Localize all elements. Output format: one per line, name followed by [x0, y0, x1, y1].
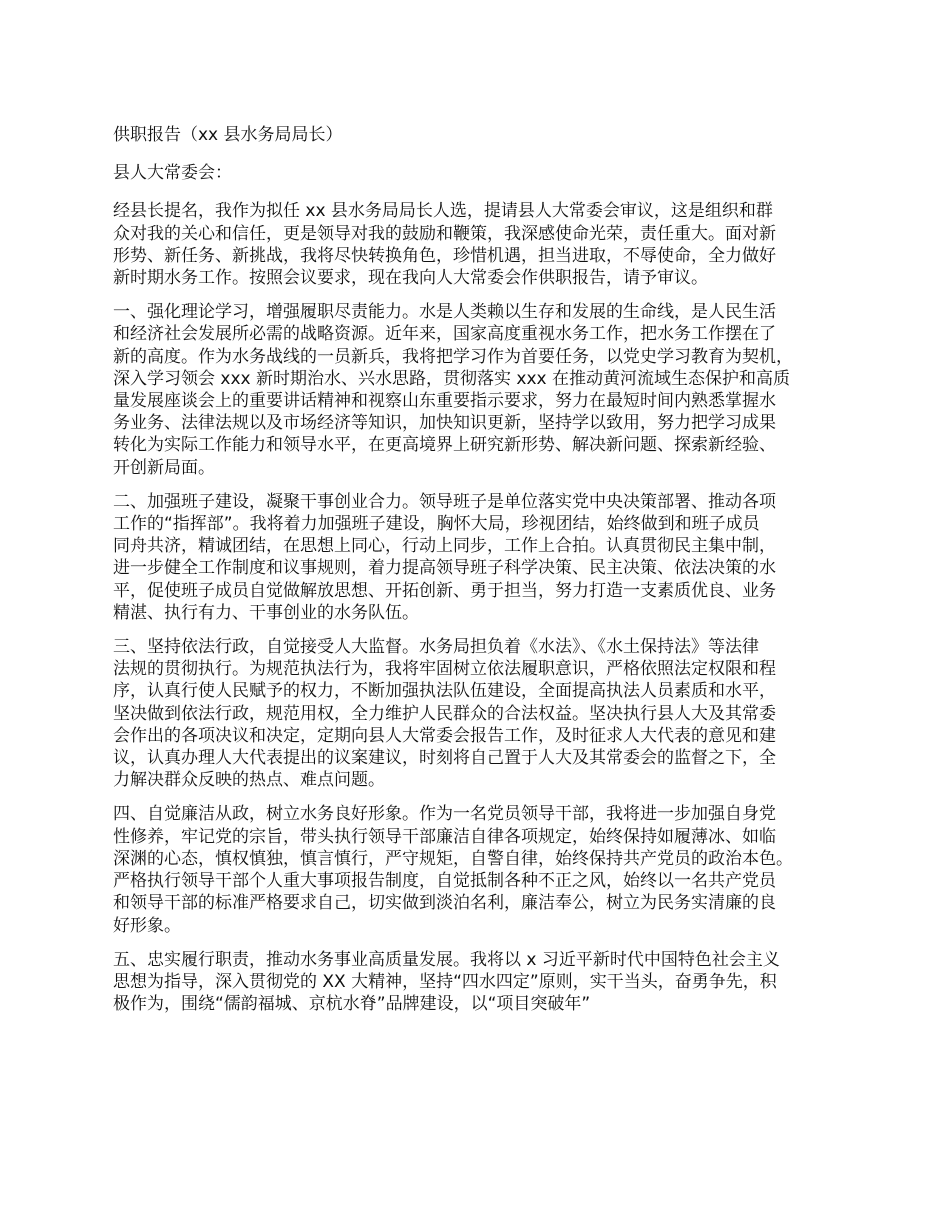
paragraph-line: 坚决做到依法行政，规范用权，全力维护人民群众的合法权益。坚决执行县人大及其常委 — [113, 703, 776, 724]
paragraph-line: 转化为实际工作能力和领导水平，在更高境界上研究新形势、解决新问题、探索新经验、 — [113, 435, 776, 456]
document-title: 供职报告（xx 县水务局局长） — [113, 125, 343, 145]
paragraph-line: 众对我的关心和信任，更是领导对我的鼓励和鞭策，我深感使命光荣，责任重大。面对新 — [113, 223, 776, 244]
paragraph-line: 好形象。 — [113, 915, 181, 936]
paragraph-line: 务业务、法律法规以及市场经济等知识，加快知识更新，坚持学以致用，努力把学习成果 — [113, 413, 776, 434]
paragraph-line: 经县长提名，我作为拟任 xx 县水务局局长人选，提请县人大常委会审议，这是组织和群 — [113, 201, 773, 222]
paragraph-line: 会作出的各项决议和决定，定期向县人大常委会报告工作，及时征求人大代表的意见和建 — [113, 725, 776, 746]
paragraph-section-1 — [113, 301, 853, 479]
paragraph-line: 形势、新任务、新挑战，我将尽快转换角色，珍惜机遇，担当进取，不辱使命，全力做好 — [113, 245, 776, 266]
paragraph-line: 工作的“指挥部”。我将着力加强班子建设，胸怀大局，珍视团结，始终做到和班子成员 — [113, 514, 760, 535]
paragraph-line: 和经济社会发展所必需的战略资源。近年来，国家高度重视水务工作，把水务工作摆在了 — [113, 324, 776, 345]
document-page — [113, 124, 853, 1027]
paragraph-line: 量发展座谈会上的重要讲话精神和视察山东重要指示要求，努力在最短时间内熟悉掌握水 — [113, 391, 776, 412]
paragraph-section-5 — [113, 949, 853, 1016]
paragraph-section-3 — [113, 636, 853, 791]
paragraph-section-2 — [113, 491, 853, 624]
paragraph-line: 二、加强班子建设，凝聚干事创业合力。领导班子是单位落实党中央决策部署、推动各项 — [113, 491, 776, 512]
paragraph-line: 新的高度。作为水务战线的一员新兵，我将把学习作为首要任务，以党史学习教育为契机， — [113, 346, 793, 367]
paragraph-line: 进一步健全工作制度和议事规则，着力提高领导班子科学决策、民主决策、依法决策的水 — [113, 558, 776, 579]
paragraph-line: 精湛、执行有力、干事创业的水务队伍。 — [113, 602, 419, 623]
paragraph-line: 平，促使班子成员自觉做解放思想、开拓创新、勇于担当，努力打造一支素质优良、业务 — [113, 580, 776, 601]
paragraph-line: 同舟共济，精诚团结，在思想上同心，行动上同步，工作上合拍。认真贯彻民主集中制， — [113, 536, 776, 557]
paragraph-line: 序，认真行使人民赋予的权力，不断加强执法队伍建设，全面提高执法人员素质和水平， — [113, 681, 776, 702]
paragraph-line: 议，认真办理人大代表提出的议案建议，时刻将自己置于人大及其常委会的监督之下，全 — [113, 748, 776, 769]
paragraph-line: 开创新局面。 — [113, 457, 215, 478]
paragraph-intro — [113, 200, 853, 289]
paragraph-line: 新时期水务工作。按照会议要求，现在我向人大常委会作供职报告，请予审议。 — [113, 268, 708, 289]
paragraph-line: 三、坚持依法行政，自觉接受人大监督。水务局担负着《水法》、《水土保持法》等法律 — [113, 637, 759, 658]
paragraph-line: 和领导干部的标准严格要求自己，切实做到淡泊名利，廉洁奉公，树立为民务实清廉的良 — [113, 893, 776, 914]
paragraph-line: 性修养，牢记党的宗旨，带头执行领导干部廉洁自律各项规定，始终保持如履薄冰、如临 — [113, 826, 776, 847]
paragraph-line: 严格执行领导干部个人重大事项报告制度，自觉抵制各种不正之风，始终以一名共产党员 — [113, 871, 776, 892]
paragraph-section-4 — [113, 803, 853, 936]
paragraph-line: 深入学习领会 xxx 新时期治水、兴水思路，贯彻落实 xxx 在推动黄河流域生态保护和高质 — [113, 368, 790, 389]
salutation: 县人大常委会： — [113, 163, 232, 184]
paragraph-line: 四、自觉廉洁从政，树立水务良好形象。作为一名党员领导干部，我将进一步加强自身党 — [113, 804, 776, 825]
paragraph-line: 法规的贯彻执行。为规范执法行为，我将牢固树立依法履职意识，严格依照法定权限和程 — [113, 659, 776, 680]
paragraph-line: 力解决群众反映的热点、难点问题。 — [113, 770, 385, 791]
paragraph-line: 深渊的心态，慎权慎独，慎言慎行，严守规矩，自警自律，始终保持共产党员的政治本色。 — [113, 848, 793, 869]
paragraph-line: 一、强化理论学习，增强履职尽责能力。水是人类赖以生存和发展的生命线，是人民生活 — [113, 302, 776, 323]
paragraph-line: 五、忠实履行职责，推动水务事业高质量发展。我将以 x 习近平新时代中国特色社会主义 — [113, 949, 780, 970]
paragraph-line: 极作为，围绕“儒韵福城、京杭水脊”品牌建设，以“项目突破年” — [113, 994, 591, 1015]
paragraph-line: 思想为指导，深入贯彻党的 XX 大精神，坚持“四水四定”原则，实干当头，奋勇争先，积 — [113, 971, 777, 992]
